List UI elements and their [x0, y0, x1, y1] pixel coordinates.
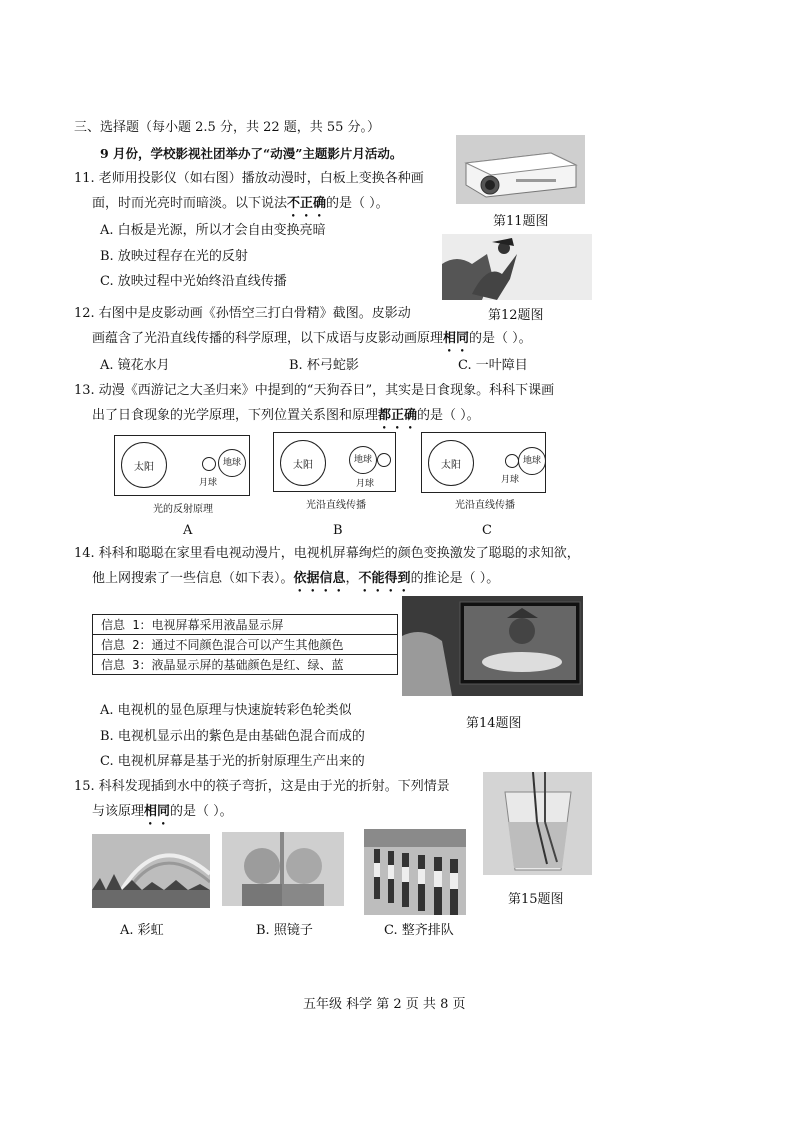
chopsticks-water-image [483, 772, 592, 875]
q12-stem-line2: 画蕴含了光沿直线传播的科学原理，以下成语与皮影动画原理相同的是（ ）。 [92, 331, 532, 346]
q13-stem-line1: 13. 动漫《西游记之大圣归来》中提到的“天狗吞日”，其实是日食现象。科科下课画 [74, 383, 555, 398]
projector-icon [456, 135, 585, 204]
mirror-image [222, 832, 344, 906]
shadow-puppet-icon [442, 234, 592, 300]
q14-emphasis-1: 依据信息 [293, 571, 346, 586]
page-footer: 五年级 科学 第 2 页 共 8 页 [303, 997, 466, 1012]
diagram-b-sun: 太阳 [280, 440, 326, 486]
q12-option-a[interactable]: A. 镜花水月 [100, 358, 170, 373]
info-cell: 信息 1：电视屏幕采用液晶显示屏 [93, 615, 398, 635]
info-cell: 信息 2：通过不同颜色混合可以产生其他颜色 [93, 635, 398, 655]
q14-option-a[interactable]: A. 电视机的显色原理与快速旋转彩色轮类似 [100, 703, 352, 718]
q14-emphasis-2: 不能得到 [358, 571, 411, 586]
diagram-a-label[interactable]: A [183, 523, 193, 538]
diagram-b-label[interactable]: B [333, 523, 343, 538]
q11-emphasis: 不正确 [287, 196, 327, 211]
q15-option-c[interactable]: C. 整齐排队 [384, 923, 454, 938]
diagram-c-label[interactable]: C [482, 523, 492, 538]
q11-option-b[interactable]: B. 放映过程存在光的反射 [100, 249, 248, 264]
section-title: 三、选择题（每小题 2.5 分，共 22 题，共 55 分。） [74, 120, 381, 135]
diagram-c-sun: 太阳 [428, 440, 474, 486]
shadow-puppet-image [442, 234, 592, 300]
diagram-b-moon [377, 453, 391, 467]
diagram-c-caption: 光沿直线传播 [455, 500, 515, 511]
diagram-a-moon-label: 月球 [199, 478, 218, 488]
diagram-c-earth: 地球 [518, 447, 546, 475]
table-row [93, 655, 398, 675]
theme-intro: 9 月份，学校影视社团举办了“动漫”主题影片月活动。 [100, 146, 403, 161]
diagram-a-earth: 地球 [218, 449, 246, 477]
diagram-b [273, 432, 396, 492]
q14-stem-line1: 14. 科科和聪聪在家里看电视动漫片，电视机屏幕绚烂的颜色变换激发了聪聪的求知欲， [74, 546, 580, 561]
q12-figure-caption: 第12题图 [488, 308, 544, 323]
diagram-b-moon-label: 月球 [356, 479, 375, 489]
q13-stem-line2: 出了日食现象的光学原理，下列位置关系图和原理都正确的是（ ）。 [92, 408, 480, 423]
q15-stem-line1: 15. 科科发现插到水中的筷子弯折，这是由于光的折射。下列情景 [74, 779, 450, 794]
q15-figure-caption: 第15题图 [508, 892, 564, 907]
diagram-c [421, 432, 546, 493]
diagram-a-moon [202, 457, 216, 471]
table-row [93, 635, 398, 655]
q13-emphasis: 都正确 [378, 408, 418, 423]
q12-stem-line1: 12. 右图中是皮影动画《孙悟空三打白骨精》截图。皮影动 [74, 306, 411, 321]
tv-icon [402, 596, 583, 696]
tv-image [402, 596, 583, 696]
q14-option-b[interactable]: B. 电视机显示出的紫色是由基础色混合而成的 [100, 729, 365, 744]
q15-stem-line2: 与该原理相同的是（ ）。 [92, 804, 233, 819]
diagram-b-earth: 地球 [349, 446, 377, 474]
glass-chopsticks-icon [483, 772, 592, 875]
lineup-image [364, 829, 466, 915]
q11-stem-line2: 面，时而光亮时而暗淡。以下说法不正确的是（ ）。 [92, 196, 389, 211]
diagram-a-sun: 太阳 [121, 442, 167, 488]
q12-option-c[interactable]: C. 一叶障目 [458, 358, 528, 373]
projector-image [456, 135, 585, 204]
q15-option-a[interactable]: A. 彩虹 [120, 923, 164, 938]
students-lineup-icon [364, 829, 466, 915]
diagram-c-moon [505, 454, 519, 468]
q11-figure-caption: 第11题图 [493, 214, 549, 229]
q14-figure-caption: 第14题图 [466, 716, 522, 731]
diagram-b-caption: 光沿直线传播 [306, 500, 366, 511]
q14-stem-line2: 他上网搜索了一些信息（如下表）。依据信息，不能得到的推论是（ ）。 [92, 571, 500, 586]
diagram-a-caption: 光的反射原理 [153, 504, 213, 515]
q14-option-c[interactable]: C. 电视机屏幕是基于光的折射原理生产出来的 [100, 754, 365, 769]
diagram-a [114, 435, 250, 496]
info-cell: 信息 3：液晶显示屏的基础颜色是红、绿、蓝 [93, 655, 398, 675]
q11-option-a[interactable]: A. 白板是光源，所以才会自由变换亮暗 [100, 223, 326, 238]
info-table [92, 614, 398, 675]
q15-option-b[interactable]: B. 照镜子 [256, 923, 313, 938]
rainbow-image [92, 834, 210, 908]
q11-stem-line1: 11. 老师用投影仪（如右图）播放动漫时，白板上变换各种画 [74, 171, 424, 186]
q12-option-b[interactable]: B. 杯弓蛇影 [289, 358, 359, 373]
q11-option-c[interactable]: C. 放映过程中光始终沿直线传播 [100, 274, 287, 289]
table-row [93, 615, 398, 635]
mirror-children-icon [222, 832, 344, 906]
diagram-c-moon-label: 月球 [501, 475, 520, 485]
rainbow-icon [92, 834, 210, 908]
q15-emphasis: 相同 [144, 804, 171, 819]
q12-emphasis: 相同 [443, 331, 470, 346]
